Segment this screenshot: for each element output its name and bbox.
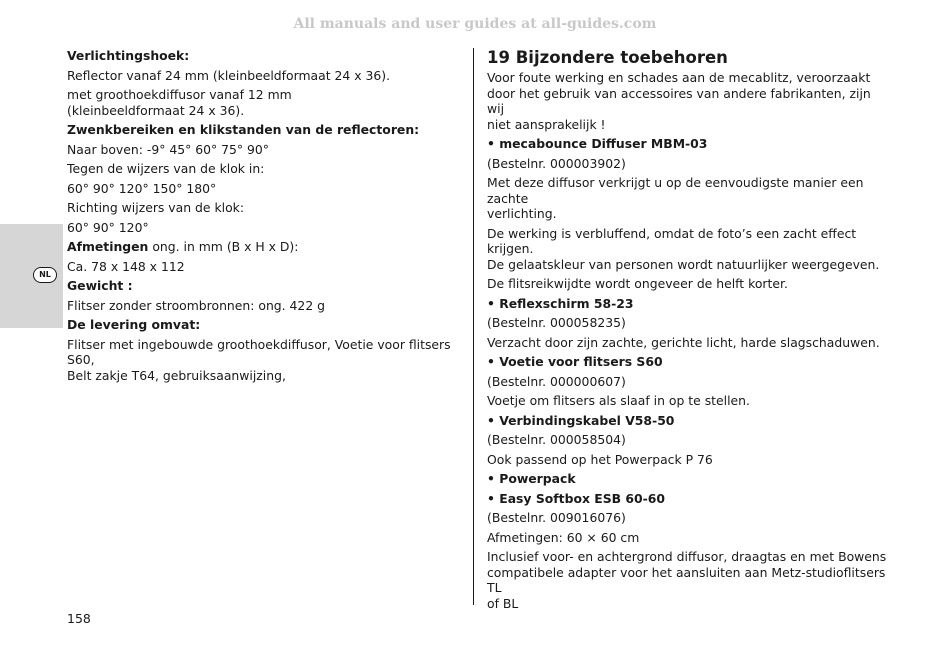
item-mecabounce-desc-2a: De werking is verbluffend, omdat de foto’s een zacht effect krijgen. — [487, 225, 857, 256]
item-mecabounce-desc-1b: verlichting. — [487, 206, 557, 221]
weight-text: Flitser zonder stroombronnen: ong. 422 g — [67, 297, 326, 313]
left-column — [67, 48, 465, 387]
item-reflexschirm-title: • Reflexschirm 58-23 — [487, 296, 887, 312]
delivery-text — [67, 337, 465, 384]
clockwise-text: Richting wijzers van de klok: — [67, 200, 245, 215]
item-mecabounce-title: • mecabounce Diffuser MBM-03 — [487, 136, 887, 152]
item-mecabounce-desc-3: De flitsreikwijdte wordt ongeveer de helft korter. — [487, 276, 788, 291]
lighting-angle-label: Verlichtingshoek: — [67, 48, 190, 63]
item-softbox-title: • Easy Softbox ESB 60-60 — [487, 491, 887, 507]
item-softbox-order: (Bestelnr. 009016076) — [487, 510, 626, 525]
dimensions-values: Ca. 78 x 148 x 112 — [67, 258, 185, 274]
intro-text — [487, 70, 887, 132]
item-mecabounce-desc-1 — [487, 175, 887, 222]
section-heading: 19 Bijzondere toebehoren — [487, 48, 728, 67]
item-softbox-desc-2: compatibele adapter voor het aansluiten aan Metz-studioflitsers TL — [487, 564, 886, 595]
item-cable-order: (Bestelnr. 000058504) — [487, 432, 626, 447]
item-softbox-desc — [487, 549, 887, 611]
item-cable-desc: Ook passend op het Powerpack P 76 — [487, 451, 713, 467]
wide-angle-text — [67, 87, 465, 118]
intro-line-3: niet aansprakelijk ! — [487, 116, 606, 132]
item-mecabounce-desc-2 — [487, 226, 887, 273]
clockwise-values: 60° 90° 120° — [67, 219, 149, 235]
item-mecabounce-order: (Bestelnr. 000003902) — [487, 155, 626, 171]
column-divider — [473, 48, 474, 605]
watermark: All manuals and user guides at all-guides.com — [293, 16, 657, 32]
page-number: 158 — [67, 611, 91, 626]
item-mecabounce-desc-2b: De gelaatskleur van personen wordt natuurlijker weergegeven. — [487, 256, 880, 272]
dimensions-rest: ong. in mm (B x H x D): — [148, 239, 299, 254]
swivel-range-label: Zwenkbereiken en klikstanden van de reflectoren: — [67, 122, 420, 137]
item-reflexschirm-desc: Verzacht door zijn zachte, gerichte licht, harde slagschaduwen. — [487, 334, 880, 350]
item-voetie-title: • Voetie voor flitsers S60 — [487, 354, 887, 370]
dimensions-label: Afmetingen — [67, 239, 149, 254]
item-voetie-desc: Voetje om flitsers als slaaf in op te stellen. — [487, 393, 750, 408]
language-badge: NL — [33, 267, 57, 283]
counterclockwise-values: 60° 90° 120° 150° 180° — [67, 180, 217, 196]
weight-label: Gewicht : — [67, 278, 133, 293]
delivery-label: De levering omvat: — [67, 317, 201, 332]
delivery-line-1: Flitser met ingebouwde groothoekdiffusor, Voetie voor flitsers S60, — [67, 336, 451, 367]
reflector-text: Reflector vanaf 24 mm (kleinbeeldformaat 24 x 36). — [67, 67, 391, 83]
item-reflexschirm-order: (Bestelnr. 000058235) — [487, 315, 626, 330]
upward-text: Naar boven: -9° 45° 60° 75° 90° — [67, 141, 270, 157]
item-cable-title: • Verbindingskabel V58-50 — [487, 413, 887, 429]
item-softbox-desc-3: of BL — [487, 595, 519, 611]
right-column — [487, 48, 887, 615]
item-softbox-dims: Afmetingen: 60 × 60 cm — [487, 529, 640, 545]
intro-line-1: Voor foute werking en schades aan de mecablitz, veroorzaakt — [487, 70, 871, 85]
wide-angle-line-2: (kleinbeeldformaat 24 x 36). — [67, 102, 245, 118]
wide-angle-line-1: met groothoekdiffusor vanaf 12 mm — [67, 87, 292, 102]
delivery-line-2: Belt zakje T64, gebruiksaanwijzing, — [67, 367, 286, 383]
item-powerpack-title: • Powerpack — [487, 471, 887, 487]
counterclockwise-text: Tegen de wijzers van de klok in: — [67, 161, 265, 176]
item-softbox-desc-1: Inclusief voor- en achtergrond diffusor, draagtas en met Bowens — [487, 549, 887, 564]
intro-line-2: door het gebruik van accessoires van andere fabrikanten, zijn wij — [487, 85, 871, 116]
item-mecabounce-desc-1a: Met deze diffusor verkrijgt u op de eenvoudigste manier een zachte — [487, 175, 864, 206]
dimensions-text — [67, 239, 465, 255]
item-voetie-order: (Bestelnr. 000000607) — [487, 373, 626, 389]
